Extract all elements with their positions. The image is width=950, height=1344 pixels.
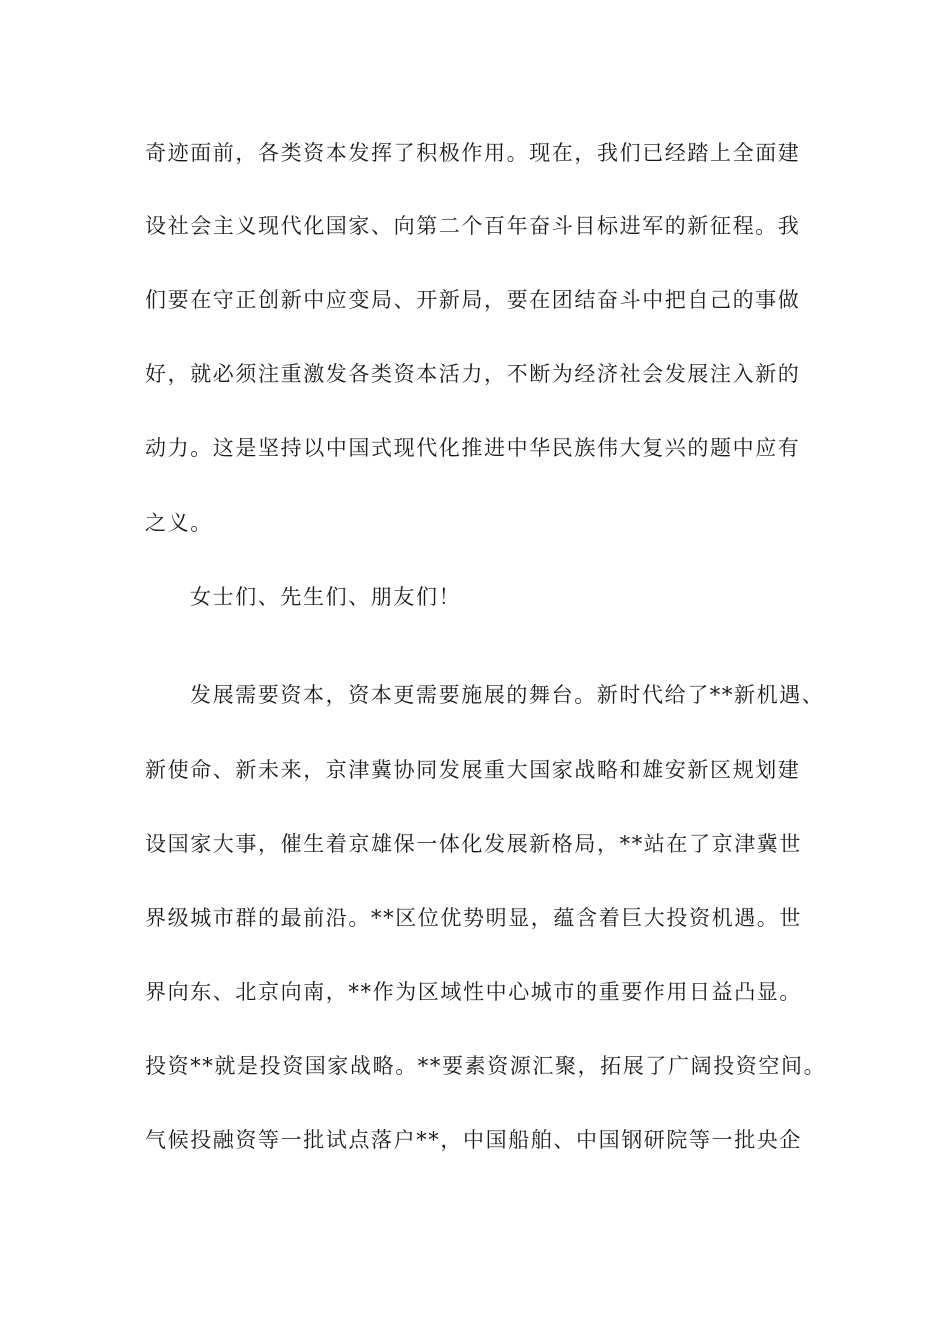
text-line: 界级城市群的最前沿。**区位优势明显，蕴含着巨大投资机遇。世 [145, 906, 802, 930]
text-line: 动力。这是坚持以中国式现代化推进中华民族伟大复兴的题中应有 [145, 436, 801, 460]
text-line: 设国家大事，催生着京雄保一体化发展新格局，**站在了京津冀世 [145, 832, 802, 856]
text-line: 好，就必须注重激发各类资本活力，不断为经济社会发展注入新的 [145, 362, 801, 386]
text-line: 新使命、新未来，京津冀协同发展重大国家战略和雄安新区规划建 [145, 758, 801, 782]
text-line: 界向东、北京向南，**作为区域性中心城市的重要作用日益凸显。 [145, 980, 802, 1004]
text-line: 投资**就是投资国家战略。**要素资源汇聚，拓展了广阔投资空间。 [145, 1054, 827, 1078]
text-line: 奇迹面前，各类资本发挥了积极作用。现在，我们已经踏上全面建 [145, 141, 801, 165]
text-line: 之义。 [145, 511, 213, 535]
text-line: 气候投融资等一批试点落户**，中国船舶、中国钢研院等一批央企 [145, 1128, 802, 1152]
text-line: 发展需要资本，资本更需要施展的舞台。新时代给了**新机遇、 [190, 683, 825, 707]
text-line: 们要在守正创新中应变局、开新局，要在团结奋斗中把自己的事做 [145, 288, 801, 312]
salutation-line: 女士们、先生们、朋友们！ [190, 585, 462, 609]
text-line: 设社会主义现代化国家、向第二个百年奋斗目标进军的新征程。我 [145, 214, 801, 238]
